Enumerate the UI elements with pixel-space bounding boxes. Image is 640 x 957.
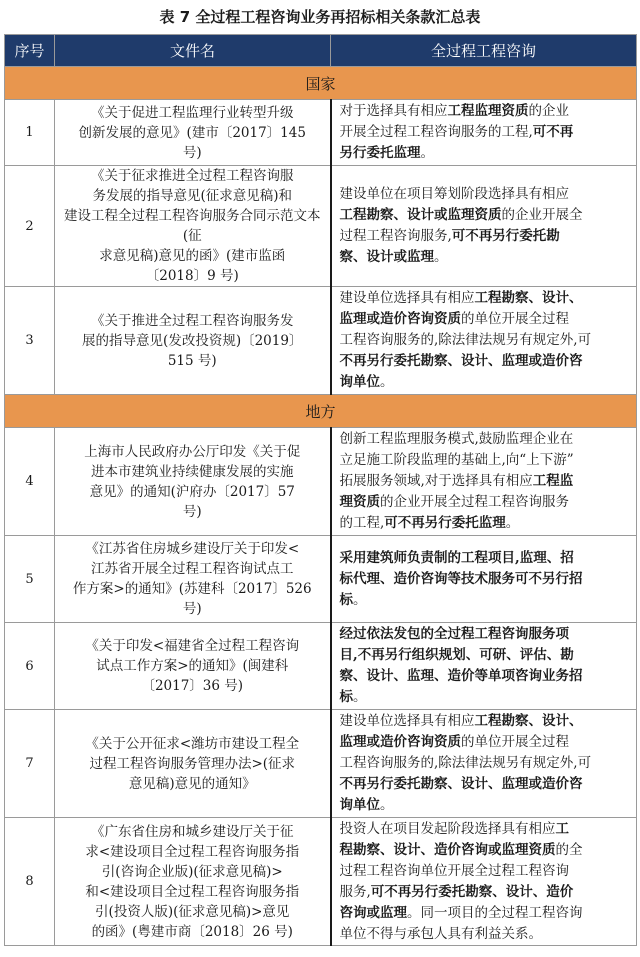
- document-name: 《江苏省住房城乡建设厅关于印发< 江苏省开展全过程工程咨询试点工 作方案>的通知》(苏建科〔2017〕526 号): [55, 536, 331, 623]
- clause-segment: 建设单位在项目筹划阶段选择具有相应: [339, 186, 569, 202]
- row-number: 7: [5, 710, 55, 818]
- clause-emphasis: 工程勘察、设计、 监理或造价咨询资质: [339, 290, 583, 327]
- table-title: 表 7 全过程工程咨询业务再招标相关条款汇总表: [159, 8, 481, 26]
- clause-segment: 。同一项目的全过程工程咨询 单位不得与承包人具有利益关系。: [339, 904, 583, 942]
- clause-segment: 。: [420, 145, 434, 161]
- clause-emphasis: 工程勘察、设计、 监理或造价咨询资质: [339, 713, 583, 750]
- clause-segment: 的企业 开展全过程工程咨询服务的工程,: [339, 103, 569, 140]
- clause-emphasis: 采用建筑师负责制的工程项目,监理、招 标代理、造价咨询等技术服务可不另行招 标: [339, 549, 583, 608]
- table-row: [5, 166, 637, 287]
- table-row: [5, 536, 637, 623]
- header-doc: 文件名: [55, 35, 331, 67]
- document-name: 《广东省住房和城乡建设厅关于征 求<建设项目全过程工程咨询服务指 引(咨询企业版)(征求意见稿)> 和<建设项目全过程工程咨询服务指 引(投资人版)(征求意见稿)>意见 的函》(粤建市商〔2018〕26 号): [55, 818, 331, 946]
- clause-emphasis: 不再另行委托勘察、设计、监理或造价咨 询单位: [339, 353, 583, 390]
- clause-segment: 对于选择具有相应: [339, 103, 448, 119]
- clause-segment: 的企业开展全 过程工程咨询服务,: [339, 207, 583, 244]
- table-row: [5, 623, 637, 710]
- clause-emphasis: 工程监 理资质: [339, 473, 574, 510]
- clause-segment: 的单位开展全过程 工程咨询服务的,除法律法规另有规定外,可: [339, 734, 592, 771]
- table-row: [5, 287, 637, 395]
- clause-emphasis: 工程勘察、设计或监理资质: [339, 207, 502, 223]
- section-row-national: [5, 67, 637, 100]
- clause-segment: 的全 过程工程咨询单位开展全过程工程咨询 服务,: [339, 841, 583, 900]
- clause-emphasis: 工 程勘察、设计、造价咨询或监理资质: [339, 820, 569, 858]
- document-name: 《关于征求推进全过程工程咨询服 务发展的指导意见(征求意见稿)和 建设工程全过程工程咨询服务合同示范文本(征 求意见稿)意见的函》(建市监函 〔2018〕9 号): [55, 166, 331, 287]
- row-number: 4: [5, 428, 55, 536]
- row-number: 2: [5, 166, 55, 287]
- header-no: 序号: [5, 35, 55, 67]
- header-clause: 全过程工程咨询: [331, 35, 637, 67]
- document-name: 《关于公开征求<潍坊市建设工程全 过程工程咨询服务管理办法>(征求 意见稿)意见的通知》: [55, 710, 331, 818]
- table-row: [5, 710, 637, 818]
- table-row: [5, 818, 637, 946]
- clause-emphasis: 可不再另行委托勘察、设计、造价 咨询或监理: [339, 883, 574, 921]
- clause-segment: 建设单位选择具有相应: [339, 290, 475, 306]
- header-row: [5, 35, 637, 67]
- document-name: 《关于印发<福建省全过程工程咨询 试点工作方案>的通知》(闽建科 〔2017〕36 号): [55, 623, 331, 710]
- clause-emphasis: 不再另行委托勘察、设计、监理或造价咨 询单位: [339, 776, 583, 813]
- clause-summary-table: [4, 34, 637, 946]
- table-row: [5, 100, 637, 166]
- clause-text: [331, 536, 637, 623]
- clause-text: [331, 710, 637, 818]
- clause-text: [331, 428, 637, 536]
- clause-emphasis: 可不再 另行委托监理: [339, 124, 574, 161]
- clause-emphasis: 可不再另行委托勘 察、设计或监理: [339, 228, 560, 265]
- clause-emphasis: 经过依法发包的全过程工程咨询服务项 目,不再另行组织规划、可研、评估、勘 察、设计、监理、造价等单项咨询业务招 标: [339, 626, 583, 705]
- section-label: 地方: [5, 395, 637, 428]
- clause-text: [331, 623, 637, 710]
- clause-segment: 创新工程监理服务模式,鼓励监理企业在 立足施工阶段监理的基础上,向“上下游” 拓展服务领域,对于选择具有相应: [339, 431, 574, 489]
- document-name: 《关于促进工程监理行业转型升级 创新发展的意见》(建市〔2017〕145 号): [55, 100, 331, 166]
- clause-text: [331, 100, 637, 166]
- section-label: 国家: [5, 67, 637, 100]
- document-name: 上海市人民政府办公厅印发《关于促 进本市建筑业持续健康发展的实施 意见》的通知(沪府办〔2017〕57 号): [55, 428, 331, 536]
- clause-segment: 。: [505, 515, 520, 531]
- document-name: 《关于推进全过程工程咨询服务发 展的指导意见(发改投资规)〔2019〕 515 号): [55, 287, 331, 395]
- clause-segment: 的企业开展全过程工程咨询服务 的工程,: [339, 494, 569, 531]
- section-row-local: [5, 395, 637, 428]
- row-number: 3: [5, 287, 55, 395]
- clause-segment: 。: [353, 689, 367, 705]
- row-number: 8: [5, 818, 55, 946]
- clause-text: [331, 166, 637, 287]
- clause-segment: 。: [380, 797, 394, 813]
- row-number: 5: [5, 536, 55, 623]
- table-row: [5, 428, 637, 536]
- row-number: 1: [5, 100, 55, 166]
- clause-emphasis: 工程监理资质: [447, 103, 529, 119]
- clause-text: [331, 818, 637, 946]
- clause-segment: 。: [380, 374, 394, 390]
- clause-segment: 的单位开展全过程 工程咨询服务的,除法律法规另有规定外,可: [339, 311, 592, 348]
- clause-segment: 建设单位选择具有相应: [339, 713, 475, 729]
- clause-emphasis: 可不再另行委托监理: [384, 515, 506, 531]
- row-number: 6: [5, 623, 55, 710]
- clause-text: [331, 287, 637, 395]
- clause-segment: 。: [434, 249, 448, 265]
- clause-segment: 。: [353, 591, 367, 608]
- clause-segment: 投资人在项目发起阶段选择具有相应: [339, 820, 556, 837]
